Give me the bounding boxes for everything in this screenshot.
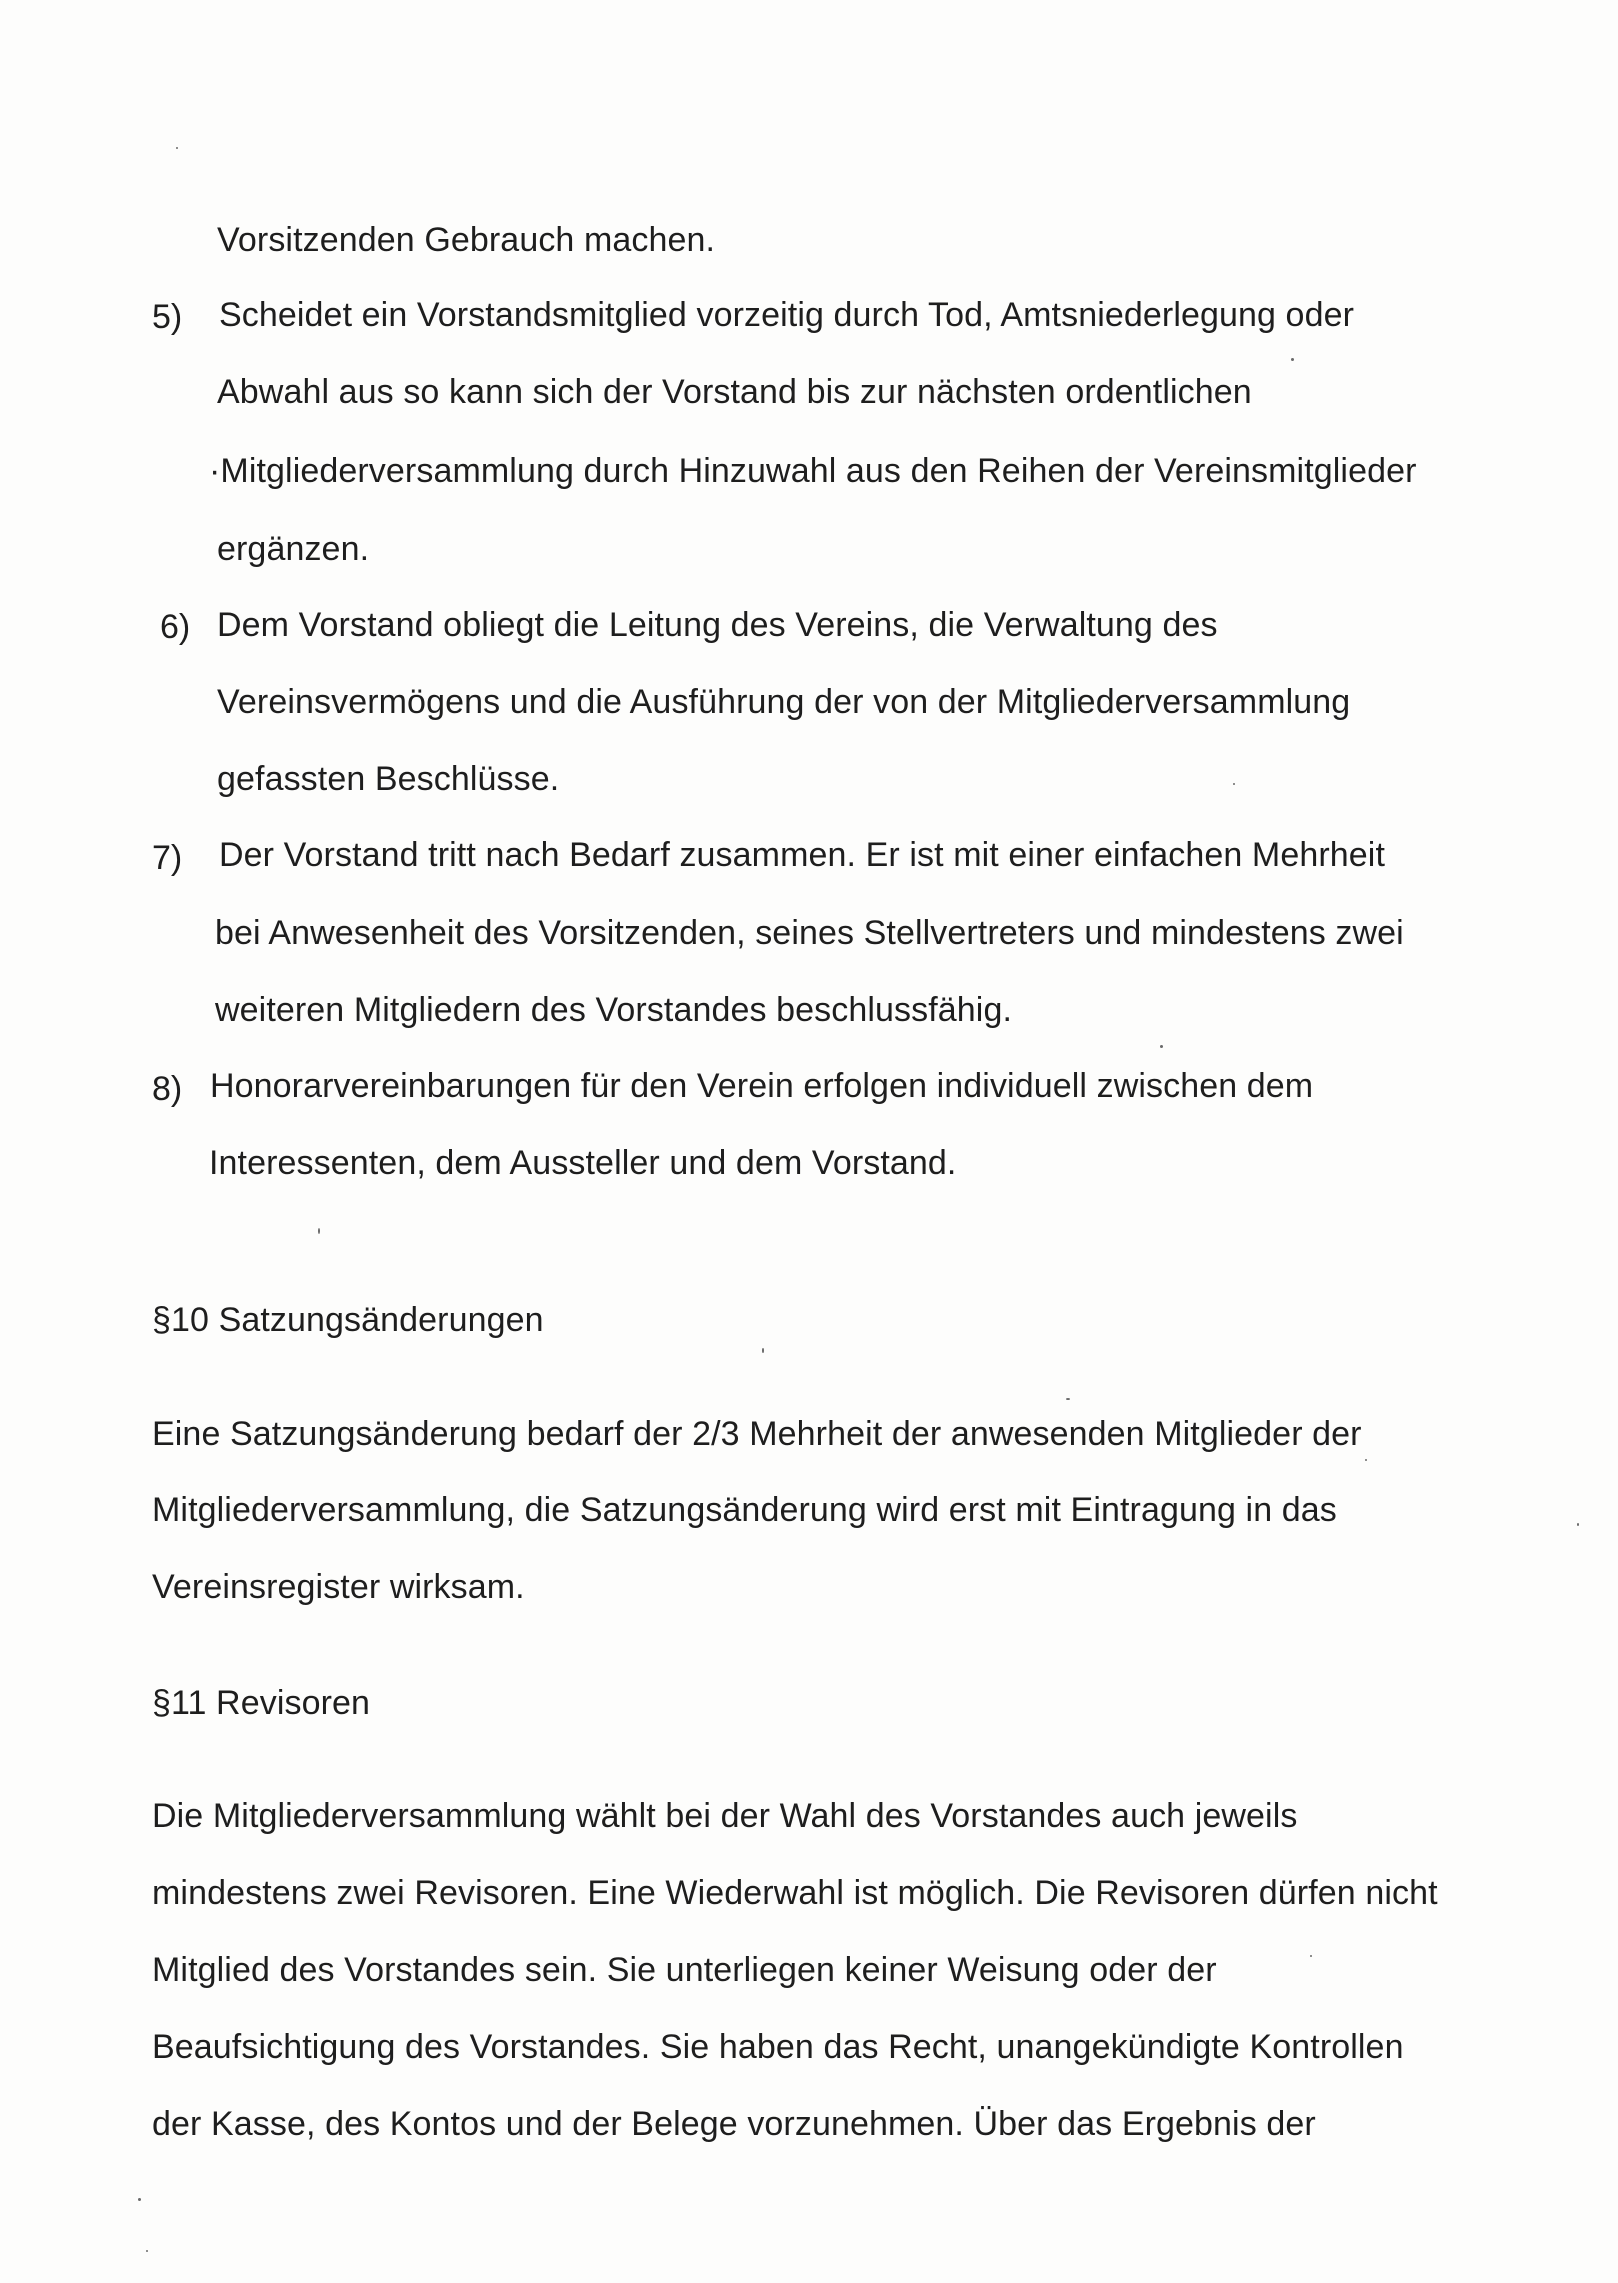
section-11-line-2: mindestens zwei Revisoren. Eine Wiederwahl ist möglich. Die Revisoren dürfen nicht — [152, 1874, 1438, 1912]
section-11-heading: §11 Revisoren — [152, 1684, 371, 1722]
section-10-line-3: Vereinsregister wirksam. — [152, 1568, 525, 1606]
scan-speck — [1233, 783, 1235, 785]
section-11-line-3: Mitglied des Vorstandes sein. Sie unterliegen keiner Weisung oder der — [152, 1951, 1217, 1989]
intro-line: Vorsitzenden Gebrauch machen. — [217, 221, 716, 259]
item-5-line-1: Scheidet ein Vorstandsmitglied vorzeitig durch Tod, Amtsniederlegung oder — [219, 296, 1355, 334]
item-number-6: 6) — [160, 608, 191, 646]
section-11-line-4: Beaufsichtigung des Vorstandes. Sie haben das Recht, unangekündigte Kontrollen — [152, 2028, 1404, 2066]
item-6-line-3: gefassten Beschlüsse. — [217, 760, 560, 798]
item-number-8: 8) — [152, 1070, 183, 1108]
item-number-5: 5) — [152, 298, 183, 336]
scan-speck — [146, 2250, 148, 2252]
scan-speck — [762, 1348, 764, 1353]
item-8-line-1: Honorarvereinbarungen für den Verein erfolgen individuell zwischen dem — [210, 1067, 1314, 1105]
item-5-line-3: ·Mitgliederversammlung durch Hinzuwahl aus den Reihen der Vereinsmitglieder — [209, 452, 1417, 490]
scan-speck — [1577, 1523, 1579, 1526]
item-8-line-2: Interessenten, dem Aussteller und dem Vorstand. — [209, 1144, 957, 1182]
scan-speck — [1160, 1045, 1163, 1048]
scan-speck — [1310, 1955, 1312, 1957]
item-7-line-1: Der Vorstand tritt nach Bedarf zusammen. Er ist mit einer einfachen Mehrheit — [219, 836, 1386, 874]
item-7-line-3: weiteren Mitgliedern des Vorstandes beschlussfähig. — [215, 991, 1012, 1029]
scan-speck — [1291, 358, 1294, 361]
scan-speck — [176, 147, 178, 149]
item-6-line-2: Vereinsvermögens und die Ausführung der von der Mitgliederversammlung — [217, 683, 1351, 721]
scan-speck — [1066, 1398, 1070, 1400]
item-6-line-1: Dem Vorstand obliegt die Leitung des Vereins, die Verwaltung des — [217, 606, 1218, 644]
section-10-line-1: Eine Satzungsänderung bedarf der 2/3 Mehrheit der anwesenden Mitglieder der — [152, 1415, 1362, 1453]
item-7-line-2: bei Anwesenheit des Vorsitzenden, seines Stellvertreters und mindestens zwei — [215, 914, 1404, 952]
scan-speck — [318, 1228, 320, 1234]
item-5-line-2: Abwahl aus so kann sich der Vorstand bis zur nächsten ordentlichen — [217, 373, 1252, 411]
section-10-line-2: Mitgliederversammlung, die Satzungsänderung wird erst mit Eintragung in das — [152, 1491, 1337, 1529]
section-11-line-5: der Kasse, des Kontos und der Belege vorzunehmen. Über das Ergebnis der — [152, 2105, 1316, 2143]
item-number-7: 7) — [152, 839, 183, 877]
item-5-line-4: ergänzen. — [217, 530, 370, 568]
scan-speck — [1365, 1459, 1367, 1461]
section-10-heading: §10 Satzungsänderungen — [152, 1301, 544, 1339]
scan-speck — [138, 2198, 141, 2201]
section-11-line-1: Die Mitgliederversammlung wählt bei der Wahl des Vorstandes auch jeweils — [152, 1797, 1298, 1835]
